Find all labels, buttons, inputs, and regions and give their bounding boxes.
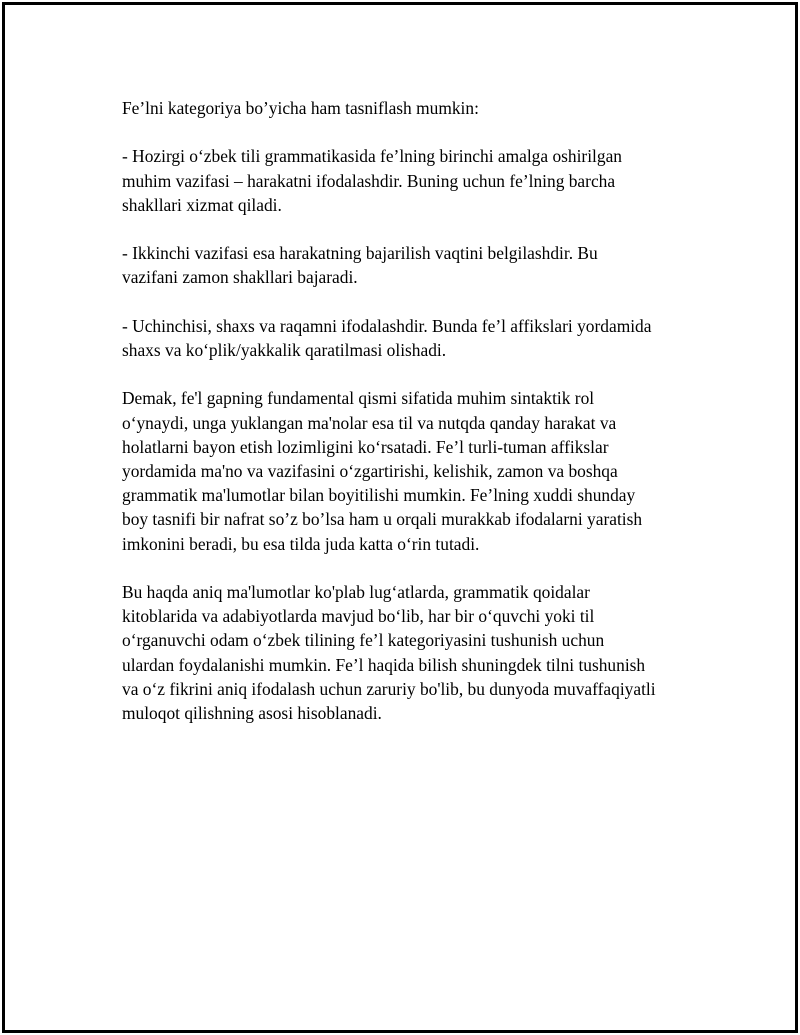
text-line: o‘rganuvchi odam o‘zbek tilining fe’l kategoriyasini tushunish uchun [122,630,605,651]
paragraph-first-function [122,144,712,217]
paragraph-intro [122,96,712,120]
text-line: grammatik ma'lumotlar bilan boyitilishi mumkin. Fe’lning xuddi shunday [122,485,636,506]
text-line: vazifani zamon shakllari bajaradi. [122,267,358,288]
text-line: shaxs va ko‘plik/yakkalik qaratilmasi olishadi. [122,339,447,360]
text-line: muloqot qilishning asosi hisoblanadi. [122,703,382,723]
text-line: kitoblarida va adabiyotlarda mavjud bo‘lib, har bir o‘quvchi yoki til [122,606,595,627]
text-line: yordamida ma'no va vazifasini o‘zgartirishi, kelishik, zamon va boshqa [122,460,618,481]
text-line: boy tasnifi bir nafrat so’z bo’lsa ham u orqali murakkab ifodalarni yaratish [122,509,643,530]
text-line: - Ikkinchi vazifasi esa harakatning bajarilish vaqtini belgilashdir. Bu [122,243,598,264]
text-line: Fe’lni kategoriya bo’yicha ham tasniflash mumkin: [122,98,479,118]
paragraph-conclusion [122,580,712,725]
text-line: holatlarni bayon etish lozimligini ko‘rsatadi. Fe’l turli-tuman affikslar [122,436,609,457]
text-line: shakllari xizmat qiladi. [122,194,282,215]
text-line: Bu haqda aniq ma'lumotlar ko'plab lug‘atlarda, grammatik qoidalar [122,581,590,602]
text-line: o‘ynaydi, unga yuklangan ma'nolar esa til va nutqda qanday harakat va [122,412,617,433]
paragraph-second-function [122,241,712,289]
text-line: Demak, fe'l gapning fundamental qismi sifatida muhim sintaktik rol [122,388,595,409]
text-line: va o‘z fikrini aniq ifodalash uchun zaruriy bo'lib, bu dunyoda muvaffaqiyatli [122,678,656,699]
paragraph-third-function [122,314,712,362]
document-body [122,96,712,749]
paragraph-summary [122,386,712,555]
page-frame [2,2,798,1033]
text-line: muhim vazifasi – harakatni ifodalashdir. Buning uchun fe’lning barcha [122,170,616,191]
text-line: ulardan foydalanishi mumkin. Fe’l haqida bilish shuningdek tilni tushunish [122,654,646,675]
text-line: imkonini beradi, bu esa tilda juda katta o‘rin tutadi. [122,533,480,554]
text-line: - Uchinchisi, shaxs va raqamni ifodalashdir. Bunda fe’l affikslari yordamida [122,315,652,336]
text-line: - Hozirgi o‘zbek tili grammatikasida fe’lning birinchi amalga oshirilgan [122,146,622,167]
